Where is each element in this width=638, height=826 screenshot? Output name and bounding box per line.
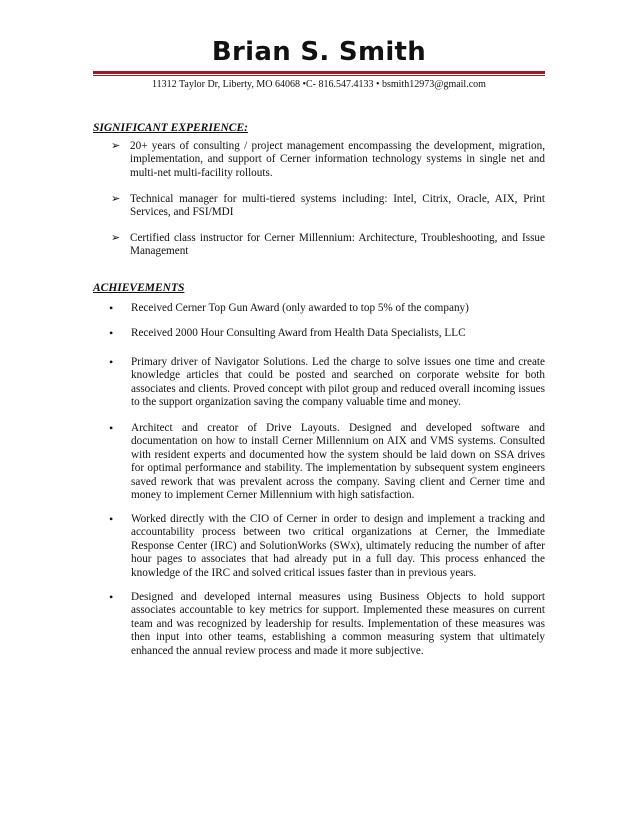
contact-line: 11312 Taylor Dr, Liberty, MO 64068 •C- 816.547.4133 • bsmith12973@gmail.com	[152, 79, 486, 90]
bullet-icon: •	[109, 421, 114, 435]
achievements-heading: ACHIEVEMENTS	[93, 282, 185, 294]
experience-item-text: Technical manager for multi-tiered systems including: Intel, Citrix, Oracle, AIX, Print Services, and FSI/MDI	[130, 193, 545, 219]
achievement-item	[109, 326, 545, 340]
header-rule-thick	[93, 71, 545, 74]
experience-item-text: Certified class instructor for Cerner Millennium: Architecture, Troubleshooting, and Issue Management	[130, 232, 545, 258]
bullet-icon: •	[109, 355, 114, 369]
achievement-item	[109, 301, 545, 315]
achievement-item-text: Primary driver of Navigator Solutions. Led the charge to solve issues one time and create knowledge articles that could be posted and searched on corporate website for both associates and clients. Proved concept with pilot group and reduced overall incoming issues to the support organization saving the company valuable time and money.	[131, 356, 545, 409]
arrow-bullet-icon: ➢	[111, 232, 121, 244]
achievement-item	[109, 355, 545, 410]
resume-name: Brian S. Smith	[211, 37, 427, 67]
bullet-icon: •	[109, 590, 114, 604]
experience-heading: SIGNIFICANT EXPERIENCE:	[93, 122, 248, 134]
achievement-item-text: Received Cerner Top Gun Award (only awarded to top 5% of the company)	[131, 302, 469, 314]
achievement-item-text: Received 2000 Hour Consulting Award from Health Data Specialists, LLC	[131, 327, 466, 339]
bullet-icon: •	[109, 512, 114, 526]
experience-item	[111, 232, 545, 259]
arrow-bullet-icon: ➢	[111, 193, 121, 205]
achievement-item	[109, 512, 545, 580]
achievement-item-text: Worked directly with the CIO of Cerner in order to design and implement a tracking and accountability process between two critical organizations at Cerner, the Immediate Response Center (IRC) and SolutionWorks (SWx), ultimately reducing the number of after hour pages to associates that had already put in a full day. This process enhanced the knowledge of the IRC and solved critical issues faster than in previous years.	[131, 513, 545, 579]
achievement-item	[109, 590, 545, 658]
achievement-item	[109, 421, 545, 502]
bullet-icon: •	[109, 326, 114, 340]
header-rule-thin	[93, 75, 545, 76]
achievement-item-text: Designed and developed internal measures using Business Objects to hold support associates accountable to key metrics for support. Implemented these measures on current team and was recognized by leadership for results. Implementation of these measures was then input into other teams, establishing a common measuring system that ultimately enhanced the annual review process and made it more subjective.	[131, 591, 545, 657]
arrow-bullet-icon: ➢	[111, 140, 121, 152]
experience-item	[111, 193, 545, 220]
experience-item	[111, 140, 545, 180]
bullet-icon: •	[109, 301, 114, 315]
achievement-item-text: Architect and creator of Drive Layouts. Designed and developed software and documentation on how to install Cerner Millennium on AIX and VMS systems. Consulted with resident experts and documented how the system should be laid down on SSA drives for optimal performance and stability. The implementation by subsequent system engineers saved rework that was prevalent across the company. Saving client and Cerner time and money to implement Cerner Millennium with high satisfaction.	[131, 422, 545, 502]
experience-item-text: 20+ years of consulting / project management encompassing the development, migration, implementation, and support of Cerner information technology systems in single net and multi-net multi-facility rollouts.	[130, 140, 545, 179]
